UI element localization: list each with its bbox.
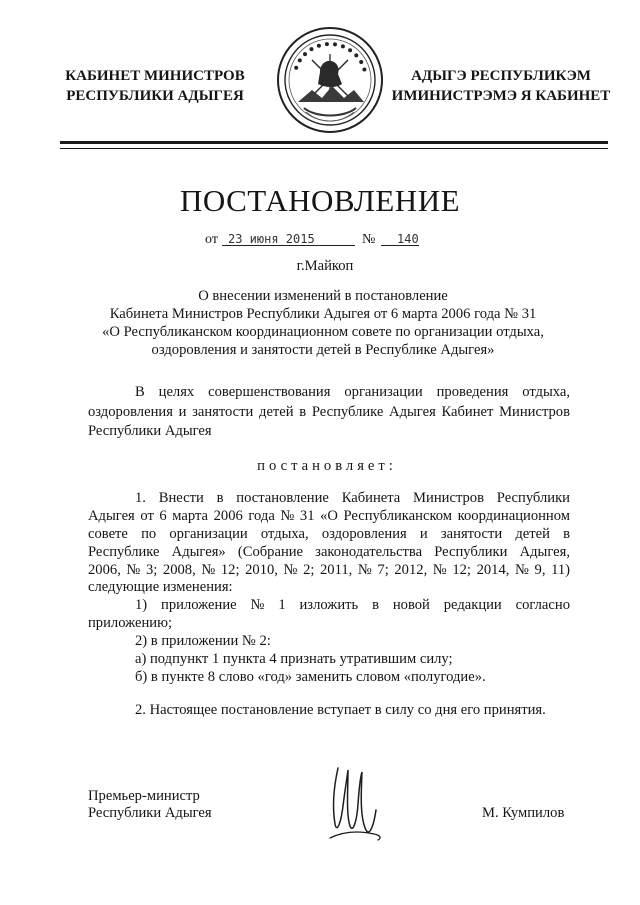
header-right-line: ИМИНИСТРЭМЭ Я КАБИНЕТ — [391, 88, 611, 104]
header-right-org — [385, 66, 617, 106]
item-1-line — [88, 508, 570, 526]
number-field — [381, 230, 419, 246]
item-1-line — [88, 490, 570, 508]
item-2-line-text: 2. Настоящее постановление вступает в силу со дня его принятия. — [135, 702, 546, 718]
change-line — [88, 651, 570, 669]
preamble-line-text: В целях совершенствования организации проведения отдыха, — [135, 384, 570, 400]
signatory-name: М. Кумпилов — [482, 805, 565, 821]
item-2-paragraph — [88, 701, 570, 719]
preamble-line — [88, 422, 570, 442]
subject-line: оздоровления и занятости детей в Республике Адыгея» — [151, 342, 495, 358]
item-1-line-text: 1. Внести в постановление Кабинета Министров Республики — [135, 490, 570, 506]
header-left-org — [58, 66, 252, 106]
date-prefix: от — [205, 232, 218, 247]
header-divider-thick — [60, 141, 608, 144]
preamble-line — [88, 383, 570, 403]
item-1-paragraph — [88, 490, 570, 687]
change-line — [88, 669, 570, 687]
preamble-paragraph — [88, 383, 570, 442]
coat-of-arms-icon — [276, 26, 384, 134]
change-line-text: 2) в приложении № 2: — [135, 633, 271, 650]
header-left-line: КАБИНЕТ МИНИСТРОВ — [65, 68, 245, 84]
document-subject — [73, 287, 573, 359]
item-1-line-text: Республике Адыгея» (Собрание законодательства Республики Адыгея, — [88, 543, 570, 560]
item-2-line — [88, 701, 570, 719]
preamble-line — [88, 403, 570, 423]
subject-line: «О Республиканском координационном совете по организации отдыха, — [102, 324, 544, 340]
number-value: 140 — [397, 232, 419, 246]
item-1-line-text: Адыгея от 6 марта 2006 года № 31 «О Республиканском координационном — [88, 507, 570, 524]
header-right-line: АДЫГЭ РЕСПУБЛИКЭМ — [411, 68, 591, 84]
city: г.Майкоп — [296, 258, 354, 274]
change-line — [88, 615, 570, 633]
date-value: 23 июня 2015 — [228, 232, 315, 246]
change-line-text: б) в пункте 8 слово «год» заменить словом «полугодие». — [135, 668, 486, 685]
signature-graphic — [322, 760, 388, 844]
signatory-position-line: Республики Адыгея — [88, 805, 212, 821]
item-1-line — [88, 562, 570, 580]
item-1-line — [88, 526, 570, 544]
item-1-line — [88, 579, 570, 597]
change-line-text: а) подпункт 1 пункта 4 признать утратившим силу; — [135, 651, 453, 668]
preamble-line-text: оздоровления и занятости детей в Республике Адыгея Кабинет Министров — [88, 403, 570, 420]
change-line-text: 1) приложение № 1 изложить в новой редакции согласно — [135, 597, 570, 614]
change-line — [88, 597, 570, 615]
change-line — [88, 633, 570, 651]
change-line-text: приложению; — [88, 615, 173, 632]
number-prefix: № — [362, 232, 376, 247]
item-1-line-text: совете по организации отдыха, оздоровления и занятости детей в — [88, 525, 570, 542]
handwritten-signature-icon — [322, 760, 388, 844]
header-divider-thin — [60, 148, 608, 149]
resolves-heading: постановляет: — [257, 458, 397, 474]
item-1-line-text: следующие изменения: — [88, 579, 233, 596]
item-1-line — [88, 544, 570, 562]
date-field — [222, 230, 355, 246]
preamble-line-text: Республики Адыгея — [88, 423, 212, 439]
signatory-position-line: Премьер-министр — [88, 788, 200, 804]
header-left-line: РЕСПУБЛИКИ АДЫГЕЯ — [66, 88, 244, 104]
signatory-position — [88, 788, 212, 822]
document-title: ПОСТАНОВЛЕНИЕ — [179, 183, 461, 218]
subject-line: Кабинета Министров Республики Адыгея от 6 марта 2006 года № 31 — [109, 306, 537, 322]
item-1-line-text: 2006, № 3; 2008, № 12; 2010, № 2; 2011, № 7; 2012, № 12; 2014, № 9, 11) — [88, 561, 570, 578]
emblem-graphic — [276, 26, 384, 134]
subject-line: О внесении изменений в постановление — [198, 288, 448, 304]
